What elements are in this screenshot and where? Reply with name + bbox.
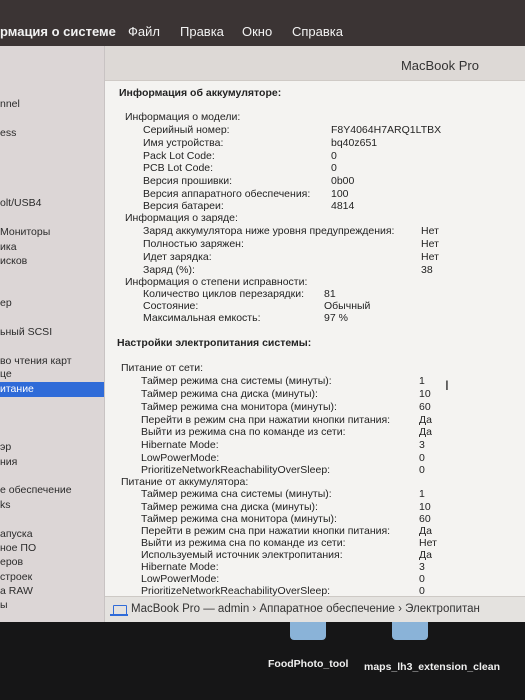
condition-value: Обычный bbox=[324, 300, 371, 312]
text-cursor-icon: I bbox=[445, 377, 449, 393]
ac-setting-label: Выйти из режима сна по команде из сети: bbox=[141, 426, 346, 438]
serial-value: F8Y4064H7ARQ1LTBX bbox=[331, 124, 442, 136]
ac-setting-label: Перейти в режим сна при нажатии кнопки питания: bbox=[141, 414, 391, 426]
ac-power-header: Питание от сети: bbox=[121, 362, 204, 374]
serial-label: Серийный номер: bbox=[143, 124, 230, 136]
battery-setting-value: 0 bbox=[419, 573, 425, 585]
ac-setting-value: 1 bbox=[419, 375, 425, 387]
packlot-label: Pack Lot Code: bbox=[143, 150, 215, 162]
battery-setting-value: 60 bbox=[419, 513, 431, 525]
cycle-count-value: 81 bbox=[324, 288, 336, 300]
firmware-value: 0b00 bbox=[331, 175, 355, 187]
dock-label-maps[interactable]: maps_lh3_extension_clean bbox=[364, 661, 500, 673]
sidebar-item[interactable]: ks bbox=[0, 499, 11, 511]
condition-label: Состояние: bbox=[143, 300, 199, 312]
battery-section-title: Информация об аккумуляторе: bbox=[119, 87, 282, 99]
battery-version-value: 4814 bbox=[331, 200, 355, 212]
sidebar-item[interactable]: ика bbox=[0, 241, 17, 253]
below-warning-label: Заряд аккумулятора ниже уровня предупреждения: bbox=[143, 225, 395, 237]
ac-setting-value: 60 bbox=[419, 401, 431, 413]
sidebar-item[interactable]: ess bbox=[0, 127, 17, 139]
max-capacity-value: 97 % bbox=[324, 312, 348, 324]
fully-charged-label: Полностью заряжен: bbox=[143, 238, 244, 250]
menu-help[interactable]: Справка bbox=[292, 24, 343, 39]
battery-setting-label: Таймер режима сна монитора (минуты): bbox=[141, 513, 337, 525]
sidebar-item[interactable]: ер bbox=[0, 297, 12, 309]
battery-setting-label: PrioritizeNetworkReachabilityOverSleep: bbox=[141, 585, 331, 596]
device-label: Имя устройства: bbox=[143, 137, 224, 149]
power-section-title: Настройки электропитания системы: bbox=[117, 337, 312, 349]
sidebar-item[interactable]: ное ПО bbox=[0, 542, 37, 554]
path-bar bbox=[105, 596, 525, 623]
ac-setting-value: 0 bbox=[419, 452, 425, 464]
sidebar-item[interactable]: исков bbox=[0, 255, 28, 267]
sidebar-item[interactable]: olt/USB4 bbox=[0, 197, 42, 209]
dock-label-foodphoto[interactable]: FoodPhoto_tool bbox=[268, 658, 349, 670]
battery-setting-label: Hibernate Mode: bbox=[141, 561, 219, 573]
sidebar-item[interactable]: еров bbox=[0, 556, 24, 568]
cycle-count-label: Количество циклов перезарядки: bbox=[143, 288, 305, 300]
sidebar-item[interactable]: ния bbox=[0, 456, 18, 468]
battery-setting-value: 3 bbox=[419, 561, 425, 573]
battery-setting-label: Используемый источник электропитания: bbox=[141, 549, 343, 561]
window-title: MacBook Pro bbox=[400, 58, 479, 73]
pcblot-label: PCB Lot Code: bbox=[143, 162, 214, 174]
packlot-value: 0 bbox=[331, 150, 337, 162]
ac-setting-value: 0 bbox=[419, 464, 425, 476]
sidebar-item[interactable]: е обеспечение bbox=[0, 484, 72, 496]
battery-version-label: Версия батареи: bbox=[143, 200, 224, 212]
sidebar-item[interactable]: а RAW bbox=[0, 585, 33, 597]
menu-file[interactable]: Файл bbox=[128, 24, 160, 39]
dock-app-tile[interactable] bbox=[392, 622, 428, 640]
ac-setting-label: Таймер режима сна системы (минуты): bbox=[141, 375, 332, 387]
hardware-version-value: 100 bbox=[331, 188, 349, 200]
max-capacity-label: Максимальная емкость: bbox=[143, 312, 261, 324]
menu-window[interactable]: Окно bbox=[242, 24, 273, 39]
ac-setting-label: LowPowerMode: bbox=[141, 452, 220, 464]
sidebar-item[interactable]: во чтения карт bbox=[0, 355, 72, 367]
sidebar-item[interactable]: эр bbox=[0, 441, 12, 453]
fully-charged-value: Нет bbox=[421, 238, 439, 250]
sidebar-item[interactable]: Мониторы bbox=[0, 226, 51, 238]
health-info-header: Информация о степени исправности: bbox=[125, 276, 308, 288]
battery-setting-value: 0 bbox=[419, 585, 425, 596]
battery-setting-value: Да bbox=[419, 549, 432, 561]
ac-setting-label: Таймер режима сна монитора (минуты): bbox=[141, 401, 337, 413]
sidebar bbox=[0, 46, 105, 640]
hardware-version-label: Версия аппаратного обеспечения: bbox=[143, 188, 311, 200]
battery-setting-value: 10 bbox=[419, 501, 431, 513]
sidebar-item[interactable]: строек bbox=[0, 571, 33, 583]
device-value: bq40z651 bbox=[331, 137, 378, 149]
path-breadcrumb[interactable]: MacBook Pro — admin › Аппаратное обеспечение › Электропитан bbox=[131, 603, 480, 615]
window-titlebar bbox=[105, 46, 525, 81]
ac-setting-label: Hibernate Mode: bbox=[141, 439, 219, 451]
detail-pane bbox=[105, 81, 525, 596]
charge-percent-label: Заряд (%): bbox=[143, 264, 195, 276]
dock-app-tile[interactable] bbox=[290, 622, 326, 640]
battery-setting-label: LowPowerMode: bbox=[141, 573, 220, 585]
pcblot-value: 0 bbox=[331, 162, 337, 174]
battery-power-header: Питание от аккумулятора: bbox=[121, 476, 249, 488]
battery-setting-label: Таймер режима сна диска (минуты): bbox=[141, 501, 318, 513]
ac-setting-value: 3 bbox=[419, 439, 425, 451]
menu-bar bbox=[0, 0, 525, 46]
battery-setting-value: Да bbox=[419, 525, 432, 537]
sidebar-item-power[interactable]: итание bbox=[0, 382, 104, 397]
sidebar-item[interactable]: апуска bbox=[0, 528, 33, 540]
battery-setting-value: Нет bbox=[419, 537, 437, 549]
model-info-header: Информация о модели: bbox=[125, 111, 241, 123]
ac-setting-value: Да bbox=[419, 414, 432, 426]
menu-app-name[interactable]: рмация о системе bbox=[0, 24, 116, 39]
charging-label: Идет зарядка: bbox=[143, 251, 212, 263]
ac-setting-value: 10 bbox=[419, 388, 431, 400]
battery-setting-label: Таймер режима сна системы (минуты): bbox=[141, 488, 332, 500]
charging-value: Нет bbox=[421, 251, 439, 263]
menu-edit[interactable]: Правка bbox=[180, 24, 224, 39]
charge-percent-value: 38 bbox=[421, 264, 433, 276]
battery-setting-label: Перейти в режим сна при нажатии кнопки питания: bbox=[141, 525, 391, 537]
sidebar-item[interactable]: ы bbox=[0, 599, 8, 611]
below-warning-value: Нет bbox=[421, 225, 439, 237]
sidebar-item[interactable]: ьный SCSI bbox=[0, 326, 53, 338]
charge-info-header: Информация о заряде: bbox=[125, 212, 238, 224]
laptop-icon bbox=[113, 605, 127, 615]
battery-setting-label: Выйти из режима сна по команде из сети: bbox=[141, 537, 346, 549]
battery-setting-value: 1 bbox=[419, 488, 425, 500]
sidebar-item[interactable]: nnel bbox=[0, 98, 20, 110]
firmware-label: Версия прошивки: bbox=[143, 175, 233, 187]
sidebar-item[interactable]: це bbox=[0, 368, 12, 380]
ac-setting-value: Да bbox=[419, 426, 432, 438]
dock bbox=[0, 622, 525, 700]
ac-setting-label: PrioritizeNetworkReachabilityOverSleep: bbox=[141, 464, 331, 476]
ac-setting-label: Таймер режима сна диска (минуты): bbox=[141, 388, 318, 400]
